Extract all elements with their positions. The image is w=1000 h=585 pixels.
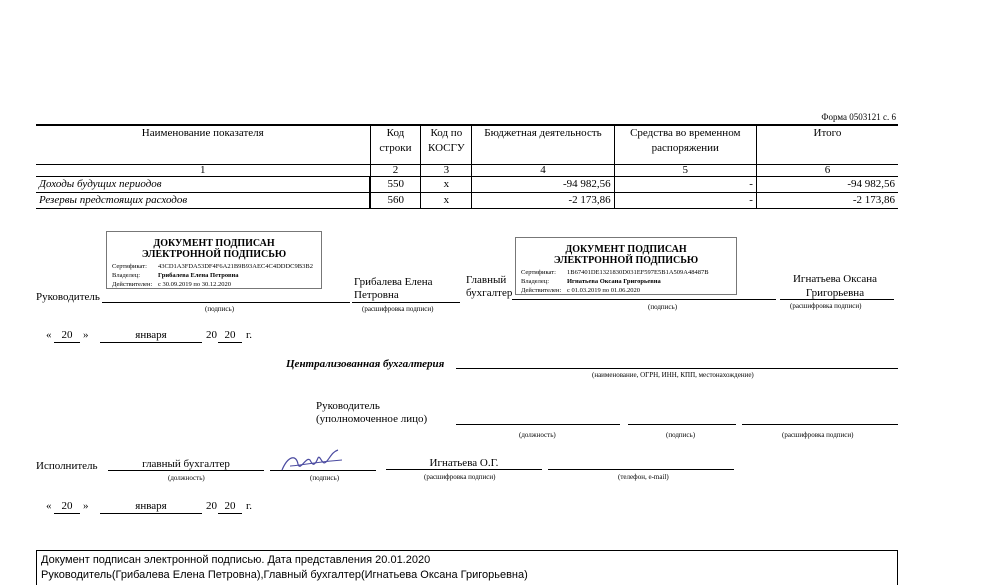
row-total: -2 173,86 (756, 193, 898, 209)
footer-line: Руководитель(Грибалева Елена Петровна),Главный бухгалтер(Игнатьева Оксана Григорьевна) (41, 569, 528, 581)
stamp-owner-label: Владелец: (521, 278, 550, 285)
date-year-suffix: 20 (224, 329, 236, 341)
header-budget: Бюджетная деятельность (472, 125, 614, 165)
signature-footer (36, 550, 898, 585)
date-day: 20 (61, 329, 73, 341)
date-year-suffix: 20 (224, 500, 236, 512)
stamp-cert: 1B67401DE1321830D031EF597E5B1A509A48487B (567, 269, 709, 276)
decode-caption: (расшифровка подписи) (790, 302, 862, 310)
decode-caption: (расшифровка подписи) (782, 431, 854, 439)
chief-name: Игнатьева Оксана Григорьевна (792, 273, 877, 299)
stamp-cert: 43CD1A3FDA53DF4F6A21B9B93AEC4C4DDDC9B3B2 (158, 263, 313, 270)
row-total: -94 982,56 (756, 177, 898, 193)
stamp-owner: Игнатьева Оксана Григорьевна (567, 278, 661, 285)
position-caption: (должность) (168, 474, 205, 482)
col-number: 5 (614, 165, 756, 177)
date-open-quote: « (46, 329, 52, 341)
header-kosgu: Код по КОСГУ (421, 125, 472, 165)
sign-caption: (подпись) (666, 431, 696, 439)
date-year-prefix: 20 (206, 500, 217, 512)
header-code: Код строки (370, 125, 421, 165)
row-temp: - (614, 193, 756, 209)
sign-caption: (подпись) (648, 303, 678, 311)
stamp-owner: Грибалева Елена Петровна (158, 272, 239, 279)
executor-position: главный бухгалтер (142, 458, 230, 470)
table-row (36, 193, 898, 209)
executor-name: Игнатьева О.Г. (429, 457, 499, 469)
e-signature-stamp (106, 231, 322, 289)
col-number: 4 (472, 165, 614, 177)
row-code: 550 (370, 177, 421, 193)
phone-caption: (телефон, e-mail) (618, 473, 669, 481)
stamp-title: ДОКУМЕНТ ПОДПИСАН ЭЛЕКТРОННОЙ ПОДПИСЬЮ (141, 238, 287, 260)
stamp-valid-label: Действителен: (521, 287, 562, 294)
sign-caption: (подпись) (205, 305, 235, 313)
sign-caption: (подпись) (310, 474, 340, 482)
head-label: Руководитель (36, 291, 100, 303)
stamp-owner-label: Владелец: (112, 272, 141, 279)
chief-label: Главный бухгалтер (466, 274, 513, 299)
e-signature-stamp (515, 237, 737, 295)
row-budget: -94 982,56 (472, 177, 614, 193)
central-label: Централизованная бухгалтерия (286, 358, 445, 370)
row-kosgu: x (421, 193, 472, 209)
form-label: Форма 0503121 с. 6 (821, 112, 896, 122)
decode-caption: (расшифровка подписи) (424, 473, 496, 481)
row-name: Доходы будущих периодов (36, 177, 370, 193)
decode-caption: (расшифровка подписи) (362, 305, 434, 313)
table-row (36, 177, 898, 193)
central-caption: (наименование, ОГРН, ИНН, КПП, местонахождение) (592, 371, 754, 379)
date-close-quote: » (83, 329, 89, 341)
executor-label: Исполнитель (36, 460, 98, 472)
header-temp: Средства во временном распоряжении (614, 125, 756, 165)
header-name: Наименование показателя (36, 125, 370, 165)
row-code: 560 (370, 193, 421, 209)
stamp-valid: с 30.09.2019 по 30.12.2020 (158, 281, 231, 288)
footer-line: Документ подписан электронной подписью. Дата представления 20.01.2020 (41, 554, 431, 566)
central-head-label: Руководитель (уполномоченное лицо) (316, 400, 428, 425)
stamp-cert-label: Сертификат: (112, 263, 147, 270)
handwritten-signature (276, 446, 346, 476)
stamp-cert-label: Сертификат: (521, 269, 556, 276)
date-month: января (135, 329, 167, 341)
col-number: 2 (370, 165, 421, 177)
date-year-prefix: 20 (206, 329, 217, 341)
stamp-title: ДОКУМЕНТ ПОДПИСАН ЭЛЕКТРОННОЙ ПОДПИСЬЮ (553, 244, 699, 266)
row-budget: -2 173,86 (472, 193, 614, 209)
col-number: 3 (421, 165, 472, 177)
col-number: 6 (756, 165, 898, 177)
row-temp: - (614, 177, 756, 193)
report-table (36, 124, 898, 209)
col-number: 1 (36, 165, 370, 177)
date-day: 20 (61, 500, 73, 512)
date-close-quote: » (83, 500, 89, 512)
stamp-valid-label: Действителен: (112, 281, 153, 288)
row-name: Резервы предстоящих расходов (36, 193, 370, 209)
position-caption: (должность) (519, 431, 556, 439)
date-g: г. (246, 500, 253, 512)
head-name: Грибалева Елена Петровна (354, 276, 433, 301)
stamp-valid: с 01.03.2019 по 01.06.2020 (567, 287, 640, 294)
date-month: января (135, 500, 167, 512)
row-kosgu: x (421, 177, 472, 193)
date-open-quote: « (46, 500, 52, 512)
header-total: Итого (756, 125, 898, 165)
date-g: г. (246, 329, 253, 341)
